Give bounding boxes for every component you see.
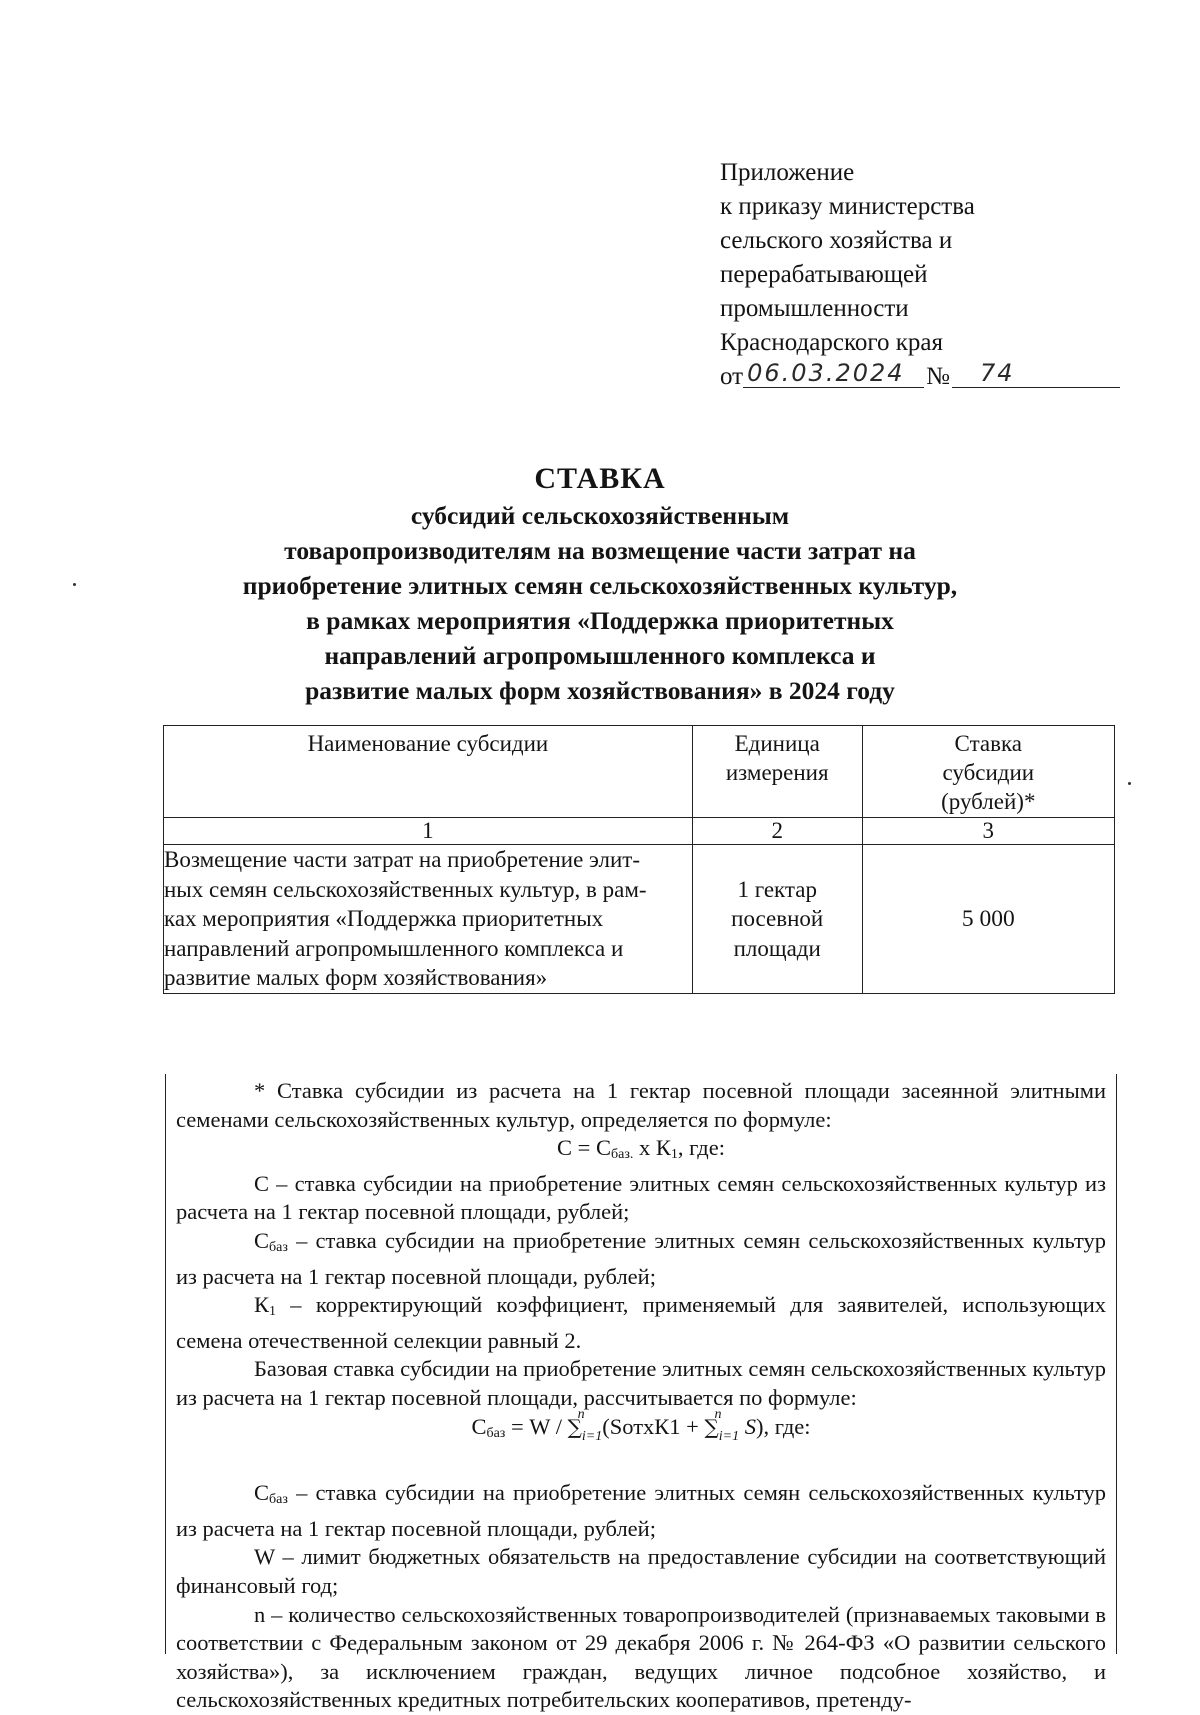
title-main: СТАВКА — [534, 462, 666, 495]
handwritten-date: 06.03.2024 — [743, 360, 924, 388]
note-paragraph: Базовая ставка субсидии на приобретение элитных семян сельскохозяйственных культур из расчета на 1 гектар посевной площади, рассчитывается по формуле: — [176, 1356, 1106, 1410]
symbol: С — [254, 1227, 270, 1253]
appendix-line: Краснодарского края — [720, 329, 943, 356]
subtitle-line: товаропроизводителям на возмещение части затрат на — [284, 536, 916, 565]
symbol-subscript: баз — [269, 1239, 288, 1255]
subtitle-line: направлений агропромышленного комплекса и — [324, 641, 876, 670]
subtitle-line: развитие малых форм хозяйствования» в 2024 году — [305, 676, 895, 705]
scan-speck — [1128, 782, 1131, 785]
appendix-line: перерабатывающей — [720, 261, 928, 288]
formula-1 — [176, 1134, 1106, 1170]
formula-text: ), где: — [756, 1413, 811, 1439]
column-number: 3 — [862, 818, 1114, 845]
note-paragraph: * Ставка субсидии из расчета на 1 гектар посевной площади засеянной элитными семенами сельскохозяйственных культур, определяется по формуле: — [176, 1078, 1106, 1132]
date-prefix: от — [720, 363, 744, 390]
rate-cell: 5 000 — [862, 845, 1114, 994]
cell-text: ных семян сельскохозяйственных культур, в рам- — [164, 876, 647, 902]
header-text: субсидии — [942, 760, 1035, 785]
header-text: Наименование субсидии — [307, 731, 549, 756]
table-header-row — [164, 726, 1115, 818]
subsidy-name-cell — [164, 845, 693, 994]
formula-text: = W / — [505, 1413, 568, 1439]
header-text: (рублей)* — [941, 789, 1036, 814]
header-rate — [862, 726, 1114, 818]
formula-text: , где: — [677, 1135, 725, 1161]
appendix-block — [720, 156, 1120, 394]
notes-section — [165, 1074, 1117, 1713]
note-paragraph — [176, 1291, 1106, 1355]
column-number: 2 — [692, 818, 862, 845]
column-numbers-row — [164, 818, 1115, 845]
sum-symbol — [567, 1406, 603, 1452]
sum-upper: n — [714, 1406, 722, 1422]
sum-lower: i=1 — [581, 1428, 603, 1444]
handwritten-number: 74 — [952, 360, 1120, 388]
table-row — [164, 845, 1115, 994]
header-text: измерения — [725, 760, 829, 785]
paragraph-text: – ставка субсидии на приобретение элитных семян сельскохозяйственных культур из расчета на 1 гектар посевной площади, рублей; — [176, 1480, 1106, 1541]
sum-sign: ∑ — [704, 1414, 719, 1439]
sum-upper: n — [577, 1406, 585, 1422]
header-unit — [692, 726, 862, 818]
symbol: К — [254, 1292, 270, 1318]
note-paragraph: n – количество сельскохозяйственных товаропроизводителей (признаваемых таковыми в соответствии с Федеральным законом от 29 декабря 2006 г. № 264-ФЗ «О развитии сельского хозяйства»), за исключением граждан, ведущих личное подсобное хозяйство, и сельскохозяйственных кредитных потребительских кооперативов, претенду- — [176, 1601, 1106, 1713]
formula-subscript: 1 — [670, 1147, 678, 1163]
header-text: Ставка — [954, 731, 1023, 756]
note-paragraph: W – лимит бюджетных обязательств на предоставление субсидии на соответствующий финансовый год; — [176, 1544, 1106, 1598]
paragraph-text: – корректирующий коэффициент, применяемый для заявителей, использующих семена отечественной селекции равный 2. — [176, 1292, 1106, 1353]
cell-text: направлений агропромышленного комплекса и — [164, 935, 624, 961]
symbol: С — [254, 1480, 270, 1506]
order-date-row — [720, 360, 1120, 394]
cell-text: посевной — [731, 906, 824, 932]
formula-text: (SотхК1 + — [602, 1413, 705, 1439]
paragraph-text: – ставка субсидии на приобретение элитных семян сельскохозяйственных культур из расчета на 1 гектар посевной площади, рублей; — [176, 1227, 1106, 1289]
column-number: 1 — [164, 818, 693, 845]
header-subsidy-name — [164, 726, 693, 818]
cell-text: Возмещение части затрат на приобретение элит- — [164, 847, 640, 872]
number-sign: № — [926, 363, 950, 390]
formula-text: С — [471, 1413, 487, 1439]
appendix-line: промышленности — [720, 295, 909, 322]
unit-cell — [692, 845, 862, 994]
header-text: Единица — [734, 731, 820, 756]
appendix-line: к приказу министерства — [720, 193, 975, 220]
note-paragraph: С – ставка субсидии на приобретение элитных семян сельскохозяйственных культур из расчета на 1 гектар посевной площади, рублей; — [176, 1170, 1106, 1225]
formula-text: С = С — [557, 1135, 612, 1161]
formula-2 — [176, 1406, 1106, 1452]
formula-text: S — [739, 1413, 756, 1439]
scan-speck — [73, 583, 76, 586]
appendix-line: сельского хозяйства и — [720, 227, 953, 254]
formula-text: х К — [633, 1135, 671, 1161]
symbol-subscript: баз — [269, 1492, 288, 1508]
cell-text: развитие малых форм хозяйствования» — [164, 965, 548, 990]
subtitle-line: приобретение элитных семян сельскохозяйственных культур, — [242, 571, 958, 600]
sum-sign: ∑ — [567, 1414, 582, 1439]
note-paragraph — [176, 1479, 1106, 1543]
sum-lower: i=1 — [718, 1428, 740, 1444]
document-title — [0, 460, 1200, 708]
cell-text: ках мероприятия «Поддержка приоритетных — [164, 906, 604, 931]
spacer — [176, 1451, 1106, 1479]
note-paragraph — [176, 1227, 1106, 1291]
symbol-subscript: 1 — [269, 1304, 277, 1320]
subtitle-line: субсидий сельскохозяйственным — [410, 501, 790, 530]
formula-subscript: баз. — [611, 1147, 634, 1163]
sum-symbol — [704, 1406, 740, 1452]
appendix-line: Приложение — [720, 159, 855, 186]
cell-text: площади — [733, 935, 821, 961]
title-subtitle — [0, 498, 1200, 708]
cell-text: 1 гектар — [737, 876, 817, 902]
subsidy-rate-table — [163, 725, 1115, 994]
subtitle-line: в рамках мероприятия «Поддержка приоритетных — [306, 606, 894, 635]
formula-subscript: баз — [486, 1425, 506, 1441]
